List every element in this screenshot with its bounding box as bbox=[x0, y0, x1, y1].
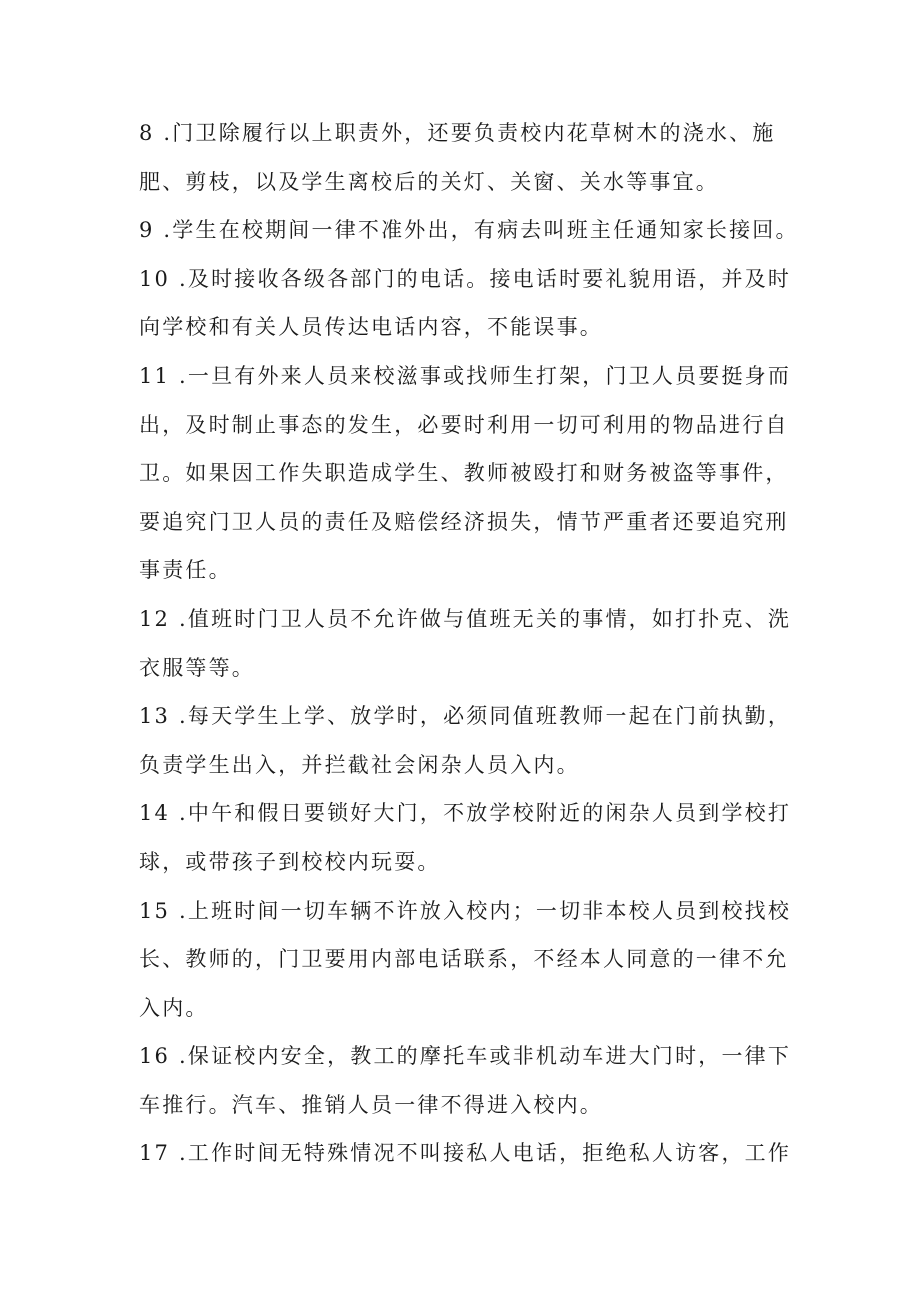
list-item bbox=[139, 887, 792, 1033]
list-item bbox=[139, 789, 792, 886]
text-line: 11 .一旦有外来人员来校滋事或找师生打架，门卫人员要挺身而 bbox=[139, 363, 792, 388]
text-line: 12 .值班时门卫人员不允许做与值班无关的事情，如打扑克、洗 bbox=[139, 606, 792, 631]
text-line: 衣服等等。 bbox=[139, 655, 255, 680]
list-item bbox=[139, 206, 799, 255]
text-line: 9 .学生在校期间一律不准外出，有病去叫班主任通知家长接回。 bbox=[139, 218, 799, 243]
text-line: 要追究门卫人员的责任及赔偿经济损失，情节严重者还要追究刑 bbox=[139, 509, 789, 534]
text-line: 卫。如果因工作失职造成学生、教师被殴打和财务被盗等事件， bbox=[139, 461, 789, 486]
text-line: 8 .门卫除履行以上职责外，还要负责校内花草树木的浇水、施 bbox=[139, 121, 776, 145]
text-line: 球，或带孩子到校校内玩耍。 bbox=[139, 849, 441, 874]
list-item bbox=[139, 692, 792, 789]
text-line: 事责任。 bbox=[139, 558, 232, 583]
text-line: 入内。 bbox=[139, 995, 209, 1020]
text-line: 10 .及时接收各级各部门的电话。接电话时要礼貌用语，并及时 bbox=[139, 266, 792, 291]
text-line: 13 .每天学生上学、放学时，必须同值班教师一起在门前执勤， bbox=[139, 704, 792, 729]
text-line: 长、教师的，门卫要用内部电话联系，不经本人同意的一律不允 bbox=[139, 947, 789, 972]
list-item bbox=[139, 595, 792, 692]
list-item bbox=[139, 352, 792, 595]
list-item bbox=[139, 109, 789, 206]
text-line: 14 .中午和假日要锁好大门，不放学校附近的闲杂人员到学校打 bbox=[139, 801, 792, 826]
text-line: 肥、剪枝，以及学生离校后的关灯、关窗、关水等事宜。 bbox=[139, 169, 719, 194]
text-line: 负责学生出入，并拦截社会闲杂人员入内。 bbox=[139, 752, 580, 777]
text-line: 车推行。汽车、推销人员一律不得进入校内。 bbox=[139, 1092, 603, 1117]
text-line: 出，及时制止事态的发生，必要时利用一切可利用的物品进行自 bbox=[139, 412, 789, 437]
text-line: 17 .工作时间无特殊情况不叫接私人电话，拒绝私人访客，工作 bbox=[139, 1141, 792, 1166]
list-item bbox=[139, 1032, 792, 1129]
text-line: 15 .上班时间一切车辆不许放入校内；一切非本校人员到校找校 bbox=[139, 898, 792, 923]
list-item bbox=[139, 255, 792, 352]
text-line: 向学校和有关人员传达电话内容，不能误事。 bbox=[139, 315, 603, 340]
text-line: 16 .保证校内安全，教工的摩托车或非机动车进大门时，一律下 bbox=[139, 1044, 792, 1069]
list-item bbox=[139, 1129, 792, 1178]
document-body bbox=[139, 109, 799, 1178]
